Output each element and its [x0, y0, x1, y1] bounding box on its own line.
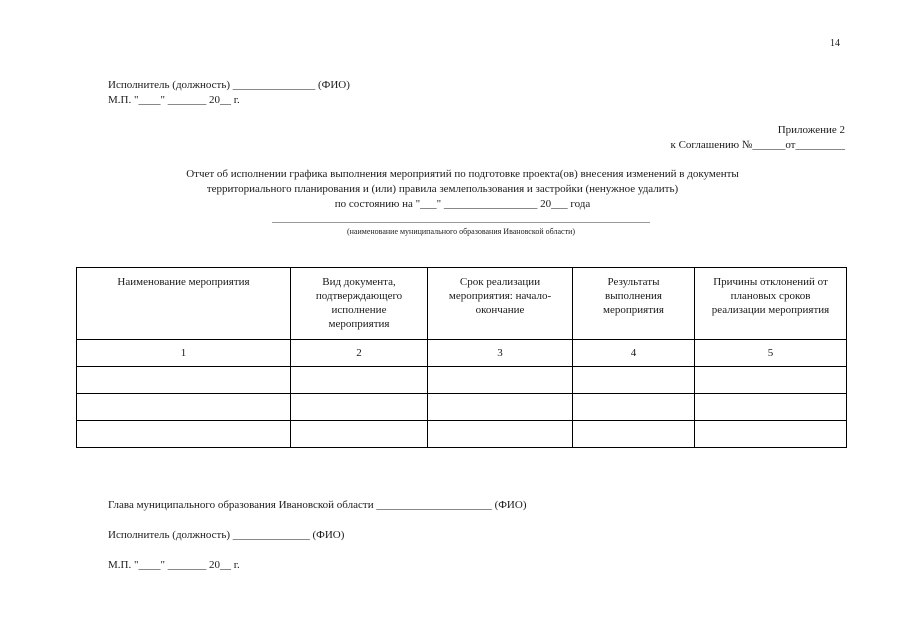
table-row	[77, 367, 847, 394]
header-document-type: Вид документа, подтверждающего исполнение мероприятия	[291, 268, 428, 340]
head-signature-line: Глава муниципального образования Ивановской области _____________________ (ФИО)	[108, 499, 527, 511]
table-number-row	[77, 340, 847, 367]
header-activity-name: Наименование мероприятия	[77, 268, 291, 340]
table-cell[interactable]	[291, 421, 428, 448]
appendix-title: Приложение 2	[777, 124, 845, 136]
table-cell[interactable]	[428, 367, 573, 394]
table-header-row	[77, 268, 847, 340]
seal-line-top: М.П. "____" _______ 20__ г.	[108, 94, 240, 106]
municipality-underline	[272, 222, 650, 223]
column-number: 4	[573, 340, 695, 367]
executor-line-bottom: Исполнитель (должность) ______________ (ФИО)	[108, 529, 345, 541]
column-number: 1	[77, 340, 291, 367]
table-cell[interactable]	[573, 421, 695, 448]
header-deviation-reasons: Причины отклонений от плановых сроков реализации мероприятия	[695, 268, 847, 340]
header-implementation-period: Срок реализации мероприятия: начало- окончание	[428, 268, 573, 340]
table-cell[interactable]	[77, 367, 291, 394]
table-cell[interactable]	[695, 367, 847, 394]
page-number: 14	[830, 38, 840, 49]
table-cell[interactable]	[428, 421, 573, 448]
column-number: 5	[695, 340, 847, 367]
executor-line-top: Исполнитель (должность) _______________ (ФИО)	[108, 79, 350, 91]
municipality-caption: (наименование муниципального образования Ивановской области)	[346, 227, 576, 236]
table-cell[interactable]	[77, 394, 291, 421]
seal-line-bottom: М.П. "____" _______ 20__ г.	[108, 559, 240, 571]
agreement-line: к Соглашению №______от_________	[670, 139, 845, 151]
table-cell[interactable]	[428, 394, 573, 421]
report-title-line1: Отчет об исполнении графика выполнения мероприятий по подготовке проекта(ов) внесения изменений в документы	[186, 168, 739, 180]
table-cell[interactable]	[291, 394, 428, 421]
report-title-line3: по состоянию на "___" _________________ 20___ года	[334, 198, 591, 210]
column-number: 2	[291, 340, 428, 367]
report-table	[76, 267, 847, 448]
table-cell[interactable]	[573, 394, 695, 421]
table-cell[interactable]	[77, 421, 291, 448]
table-row	[77, 394, 847, 421]
header-results: Результаты выполнения мероприятия	[573, 268, 695, 340]
table-cell[interactable]	[573, 367, 695, 394]
column-number: 3	[428, 340, 573, 367]
table-cell[interactable]	[291, 367, 428, 394]
table-cell[interactable]	[695, 421, 847, 448]
table-cell[interactable]	[695, 394, 847, 421]
table-row	[77, 421, 847, 448]
report-title-line2: территориального планирования и (или) правила землепользования и застройки (ненужное удалить)	[206, 183, 679, 195]
